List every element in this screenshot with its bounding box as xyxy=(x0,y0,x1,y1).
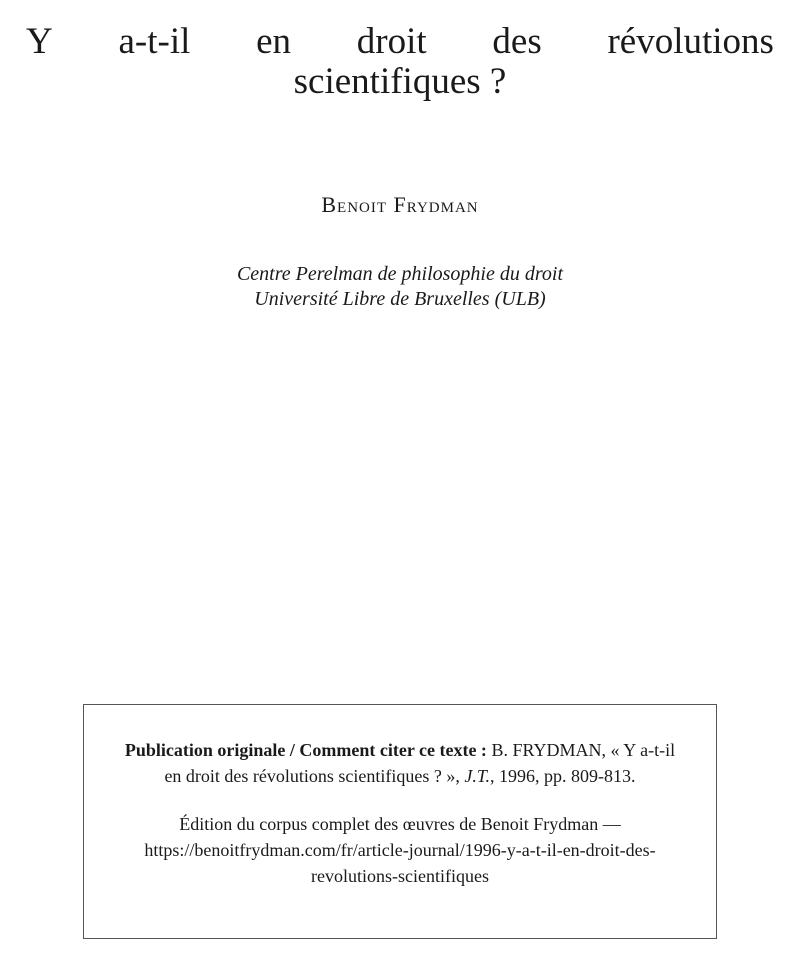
author-name: Benoit Frydman xyxy=(321,192,479,217)
title-line-1 xyxy=(26,22,774,62)
citation-year-pages: , 1996, pp. 809-813. xyxy=(490,766,636,786)
title-word: Y xyxy=(26,21,53,62)
citation-text: B. FRYDMAN, « Y a-t-il en droit des révolutions scientifiques ? », xyxy=(164,740,676,786)
citation-journal: J.T. xyxy=(464,766,491,786)
page-title xyxy=(26,22,774,102)
affiliation-line-1: Centre Perelman de philosophie du droit xyxy=(236,263,564,285)
edition-paragraph: Édition du corpus complet des œuvres de Benoit Frydman — https://benoitfrydman.com/fr/article-journal/1996-y-a-t-il-en-droit-des-revolutions-scientifiques xyxy=(144,814,656,886)
title-line-2: scientifiques ? xyxy=(293,61,507,102)
title-word: révolutions xyxy=(607,21,774,62)
title-word: droit xyxy=(356,21,427,62)
affiliation xyxy=(0,262,800,312)
title-word: en xyxy=(256,21,292,62)
citation-box xyxy=(83,704,717,939)
citation-paragraph xyxy=(120,737,680,789)
affiliation-line-2: Université Libre de Bruxelles (ULB) xyxy=(254,288,546,310)
title-word: a-t-il xyxy=(118,21,191,62)
citation-label: Publication originale / Comment citer ce texte : xyxy=(124,740,487,760)
title-word: des xyxy=(492,21,542,62)
